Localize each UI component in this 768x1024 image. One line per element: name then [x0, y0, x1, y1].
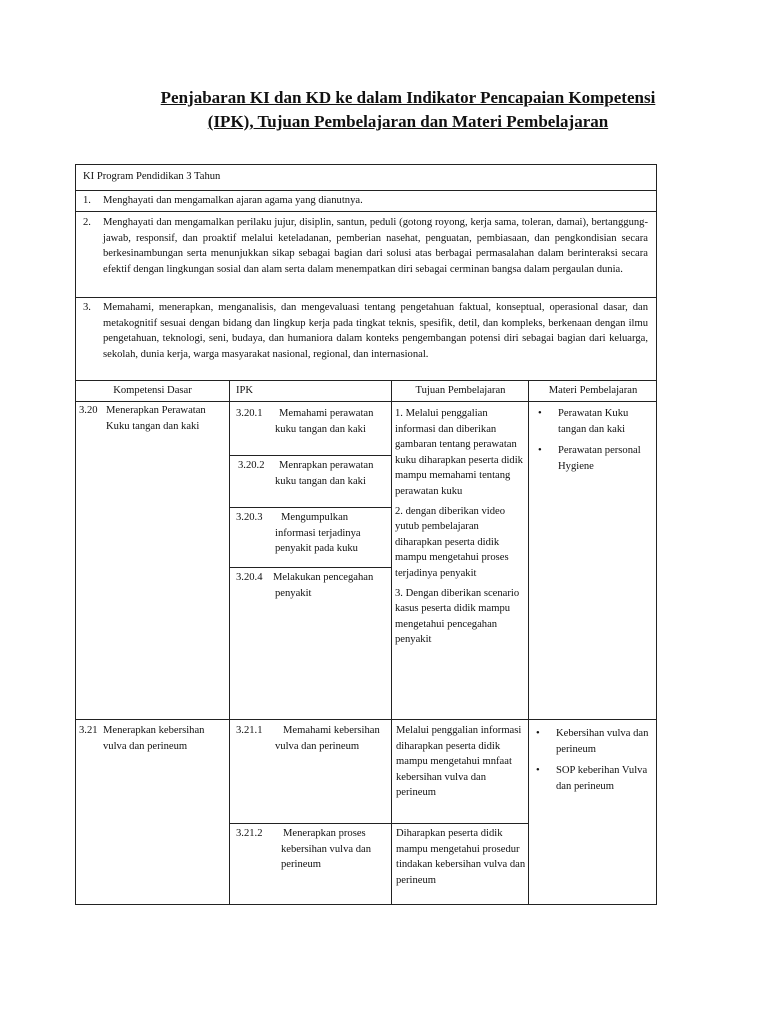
row-divider — [76, 211, 656, 212]
materi-3-20 — [534, 406, 656, 480]
row-divider — [229, 567, 391, 568]
title-line-2: (IPK), Tujuan Pembelajaran dan Materi Pembelajaran — [207, 112, 609, 131]
row-divider — [229, 455, 391, 456]
row-divider — [76, 719, 656, 720]
kd-number: 3.21 — [79, 725, 98, 736]
tujuan-3-21-2: Diharapkan peserta didik mampu mengetahui prosedur tindakan kebersihan vulva dan perineum — [396, 828, 526, 886]
ipk-text: Mengumpulkan informasi terjadinya penyakit pada kuku — [275, 512, 361, 555]
materi-item: • Perawatan Kuku tangan dan kaki — [534, 406, 656, 437]
ipk-number: 3.20.3 — [236, 512, 263, 523]
ki-number: 3. — [83, 302, 91, 313]
kd-number: 3.20 — [79, 405, 98, 416]
row-divider — [76, 190, 656, 191]
ki-text: Menghayati dan mengamalkan ajaran agama yang dianutnya. — [103, 195, 363, 206]
row-divider — [229, 823, 528, 824]
competency-table — [75, 164, 657, 905]
column-header-materi: Materi Pembelajaran — [548, 385, 638, 396]
column-divider — [391, 380, 392, 904]
materi-item: • Kebersihan vulva dan perineum — [532, 726, 656, 757]
column-header-kd: Kompetensi Dasar — [113, 385, 192, 396]
materi-item: • SOP keberihan Vulva dan perineum — [532, 763, 656, 794]
ki-text: Menghayati dan mengamalkan perilaku jujur, disiplin, santun, peduli (gotong royong, kerja sama, toleran, damai), bertanggung-jawab, responsif, dan proaktif melalui keteladanan, pemberian nasehat, penguatan, pembiasaan, dan pengkondisian secara berkesinambungan serta menunjukkan sikap sebagai bagian dari solusi atas berbagai permasalahan dalam berinteraksi secara efektif dengan lingkungan sosial dan alam serta dalam menempatkan diri sebagai cerminan bangsa dalam pergaulan dunia. — [103, 217, 648, 275]
tujuan-item: 3. Dengan diberikan scenario kasus peserta didik mampu mengetahui pencegahan penyakit — [395, 587, 520, 646]
title-line-1: Penjabaran KI dan KD ke dalam Indikator Pencapaian Kompetensi — [160, 88, 656, 107]
tujuan-item: 1. Melalui penggalian informasi dan diberikan gambaran tentang perawatan kuku diharapkan peserta didik mampu memahami tentang perawatan kuku — [395, 408, 523, 497]
ipk-text: Memahami kebersihan vulva dan perineum — [275, 725, 380, 752]
ki-number: 1. — [83, 195, 91, 206]
ki-number: 2. — [83, 217, 91, 228]
ipk-number: 3.21.2 — [236, 828, 263, 839]
kd-text: Menerapkan kebersihan vulva dan perineum — [103, 725, 205, 752]
row-divider — [76, 297, 656, 298]
ipk-text: Menerapkan proses kebersihan vulva dan perineum — [281, 828, 372, 871]
document-title — [100, 86, 716, 134]
ipk-text: Menrapkan perawatan kuku tangan dan kaki — [275, 460, 374, 487]
materi-item: • Perawatan personal Hygiene — [534, 443, 656, 474]
ipk-number: 3.20.2 — [238, 460, 265, 471]
ipk-text: Memahami perawatan kuku tangan dan kaki — [275, 408, 374, 435]
row-divider — [76, 401, 656, 402]
materi-3-21 — [532, 726, 656, 800]
ipk-text: Melakukan pencegahan penyakit — [273, 572, 374, 599]
column-header-ipk: IPK — [236, 385, 254, 396]
column-divider — [229, 380, 230, 904]
ipk-number: 3.20.4 — [236, 572, 263, 583]
row-divider — [76, 380, 656, 381]
tujuan-3-21-1: Melalui penggalian informasi diharapkan peserta didik mampu mengetahui mnfaat kebersihan vulva dan perineum — [396, 725, 522, 799]
kd-text: Menerapkan Perawatan Kuku tangan dan kaki — [106, 405, 206, 432]
column-divider — [528, 380, 529, 904]
row-divider — [229, 507, 391, 508]
ipk-number: 3.21.1 — [236, 725, 263, 736]
ki-text: Memahami, menerapkan, menganalisis, dan mengevaluasi tentang pengetahuan faktual, konseptual, operasional dasar, dan metakognitif sesuai dengan bidang dan lingkup kerja pada tingkat teknis, spesifik, detil, dan kompleks, berkenaan dengan ilmu pengetahuan, teknologi, seni, budaya, dan humaniora dalam konteks pengembangan potensi diri sebagai bagian dari keluarga, sekolah, dunia kerja, warga masyarakat nasional, regional, dan internasional. — [103, 302, 648, 360]
ipk-number: 3.20.1 — [236, 408, 263, 419]
tujuan-3-20 — [395, 406, 527, 648]
column-header-tujuan: Tujuan Pembelajaran — [415, 385, 506, 396]
tujuan-item: 2. dengan diberikan video yutub pembelajaran diharapkan peserta didik mampu mengetahui proses terjadinya penyakit — [395, 505, 509, 579]
ki-header: KI Program Pendidikan 3 Tahun — [83, 171, 221, 182]
